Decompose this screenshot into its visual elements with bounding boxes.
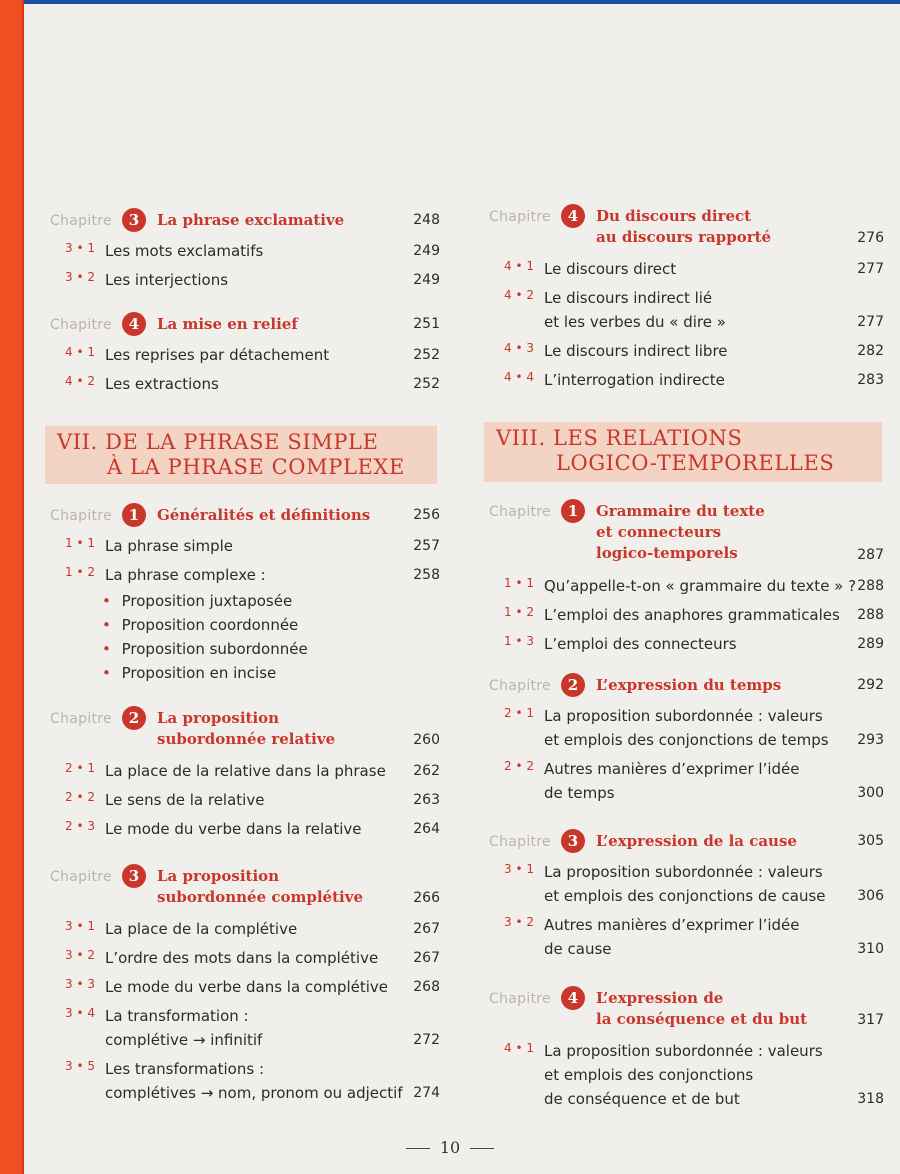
page-edge-line (22, 0, 24, 1174)
chapter-number-badge: 4 (561, 204, 585, 228)
toc-entry[interactable] (45, 759, 440, 783)
toc-entry[interactable] (484, 913, 884, 961)
chapter-number-badge: 4 (122, 312, 146, 336)
chapter-block (45, 503, 440, 685)
toc-entry[interactable] (45, 563, 440, 685)
chapter-page-number: 266 (413, 890, 440, 906)
entry-title (544, 913, 842, 961)
chapter-title[interactable] (157, 505, 370, 526)
chapter-number-badge: 3 (122, 864, 146, 888)
entry-title-line: La proposition subordonnée : valeurs (544, 863, 823, 881)
chapter-heading (484, 499, 884, 569)
page-footer (0, 1138, 900, 1157)
chapter-title-line: subordonnée complétive (157, 888, 363, 906)
chapter-title[interactable] (596, 206, 771, 248)
toc-entry[interactable] (484, 257, 884, 281)
entry-number: 3 • 2 (65, 270, 95, 284)
chapter-label: Chapitre (489, 504, 551, 520)
entry-title-line: Qu’appelle-t-on « grammaire du texte » ? (544, 577, 857, 595)
entry-title (544, 860, 842, 908)
entry-title-line: complétives → nom, pronom ou adjectif (105, 1084, 403, 1102)
bullet-item: • Proposition juxtaposée (102, 589, 440, 613)
entry-title-line: L’emploi des anaphores grammaticales (544, 606, 840, 624)
toc-entry[interactable] (45, 343, 440, 367)
chapter-label: Chapitre (50, 317, 112, 333)
chapter-block (45, 706, 440, 841)
footer-dash (406, 1148, 430, 1149)
entry-title (105, 817, 398, 841)
chapter-heading (484, 986, 884, 1034)
chapter-title-line: La phrase exclamative (157, 211, 345, 229)
chapter-page-number: 287 (857, 547, 884, 563)
bullet-item: • Proposition coordonnée (102, 613, 440, 637)
chapter-heading (45, 864, 440, 912)
chapter-block (45, 312, 440, 396)
chapter-heading (45, 503, 440, 529)
entry-title-line: Les interjections (105, 271, 229, 289)
entry-number: 2 • 2 (65, 790, 95, 804)
chapter-title[interactable] (157, 314, 298, 335)
entry-number: 1 • 1 (504, 576, 534, 590)
toc-entry[interactable] (45, 1057, 440, 1105)
part-heading-line: VIII. LES RELATIONS (496, 426, 743, 450)
part-heading-viii (484, 422, 882, 482)
chapter-title[interactable] (596, 675, 781, 696)
entry-title (105, 917, 398, 941)
entry-number: 4 • 3 (504, 341, 534, 355)
entry-title-line: La proposition subordonnée : valeurs (544, 707, 823, 725)
entry-number: 2 • 1 (504, 706, 534, 720)
entry-title-line: La transformation : (105, 1007, 249, 1025)
chapter-block (484, 986, 884, 1111)
entry-page-number: 293 (857, 732, 884, 748)
chapter-page-number: 248 (413, 212, 440, 228)
chapter-title-line: Du discours direct (596, 207, 752, 225)
chapter-label: Chapitre (489, 834, 551, 850)
chapter-number-badge: 2 (561, 673, 585, 697)
chapter-page-number: 260 (413, 732, 440, 748)
entry-number: 4 • 4 (504, 370, 534, 384)
entry-title (105, 343, 398, 367)
entry-number: 2 • 1 (65, 761, 95, 775)
entry-page-number: 283 (857, 372, 884, 388)
chapter-title-line: L’expression de (596, 989, 724, 1007)
chapter-label: Chapitre (50, 711, 112, 727)
toc-entry[interactable] (484, 704, 884, 752)
chapter-title-line: La mise en relief (157, 315, 298, 333)
entry-number: 4 • 1 (504, 259, 534, 273)
toc-entry[interactable] (484, 368, 884, 392)
entry-page-number: 274 (413, 1085, 440, 1101)
entry-number: 1 • 1 (65, 536, 95, 550)
toc-entry[interactable] (45, 372, 440, 396)
entry-title-line: et emplois des conjonctions de cause (544, 887, 826, 905)
entry-page-number: 249 (413, 272, 440, 288)
chapter-page-number: 317 (857, 1012, 884, 1028)
chapter-block (45, 208, 440, 292)
entry-page-number: 289 (857, 636, 884, 652)
chapter-number-badge: 4 (561, 986, 585, 1010)
part-heading-line: À LA PHRASE COMPLEXE (107, 455, 405, 479)
entry-title (544, 257, 842, 281)
entry-title-line: Les reprises par détachement (105, 346, 330, 364)
page-edge-stripe (0, 0, 22, 1174)
chapter-block (484, 673, 884, 805)
entry-page-number: 257 (413, 538, 440, 554)
entry-page-number: 267 (413, 921, 440, 937)
footer-dash (470, 1148, 494, 1149)
toc-entry[interactable] (45, 239, 440, 263)
chapter-label: Chapitre (489, 209, 551, 225)
entry-page-number: 288 (857, 607, 884, 623)
entry-number: 4 • 1 (65, 345, 95, 359)
entry-page-number: 282 (857, 343, 884, 359)
chapter-block (484, 204, 884, 392)
toc-entry[interactable] (484, 757, 884, 805)
chapter-label: Chapitre (50, 508, 112, 524)
entry-page-number: 277 (857, 314, 884, 330)
entry-title-line: et emplois des conjonctions (544, 1066, 754, 1084)
entry-number: 1 • 3 (504, 634, 534, 648)
part-heading-line: VII. DE LA PHRASE SIMPLE (57, 430, 379, 454)
entry-number: 1 • 2 (65, 565, 95, 579)
chapter-title-line: la conséquence et du but (596, 1010, 808, 1028)
bullet-item: • Proposition en incise (102, 661, 440, 685)
chapter-page-number: 305 (857, 833, 884, 849)
entry-title (544, 286, 842, 334)
entry-number: 3 • 4 (65, 1006, 95, 1020)
chapter-label: Chapitre (489, 991, 551, 1007)
part-heading-line: LOGICO-TEMPORELLES (556, 451, 835, 475)
toc-entry[interactable] (484, 339, 884, 363)
entry-title (544, 704, 842, 752)
chapter-title-line: Grammaire du texte (596, 502, 765, 520)
toc-entry[interactable] (45, 268, 440, 292)
toc-entry[interactable] (484, 574, 884, 598)
bullet-item: • Proposition subordonnée (102, 637, 440, 661)
entry-number: 4 • 2 (65, 374, 95, 388)
entry-page-number: 267 (413, 950, 440, 966)
entry-title (105, 946, 398, 970)
chapter-title-line: La proposition (157, 709, 280, 727)
chapter-label: Chapitre (50, 213, 112, 229)
bullet-list (102, 589, 440, 685)
entry-title-line: L’interrogation indirecte (544, 371, 725, 389)
entry-page-number: 249 (413, 243, 440, 259)
chapter-label: Chapitre (489, 678, 551, 694)
chapter-title[interactable] (596, 831, 797, 852)
entry-title (105, 975, 398, 999)
toc-entry[interactable] (45, 1004, 440, 1052)
entry-title (544, 339, 842, 363)
top-color-strip (0, 0, 900, 4)
entry-title-line: La phrase complexe : (105, 566, 266, 584)
entry-title-line: Les transformations : (105, 1060, 265, 1078)
chapter-number-badge: 2 (122, 706, 146, 730)
entry-title-line: complétive → infinitif (105, 1031, 263, 1049)
entry-page-number: 318 (857, 1091, 884, 1107)
chapter-page-number: 256 (413, 507, 440, 523)
chapter-block (484, 499, 884, 656)
entry-title-line: Le mode du verbe dans la complétive (105, 978, 389, 996)
entry-title-line: et emplois des conjonctions de temps (544, 731, 829, 749)
toc-entry[interactable] (45, 534, 440, 558)
entry-title-line: Le discours direct (544, 260, 677, 278)
toc-entry[interactable] (484, 603, 884, 627)
chapter-title-line: logico-temporels (596, 544, 738, 562)
entry-title-line: Les mots exclamatifs (105, 242, 264, 260)
chapter-page-number: 251 (413, 316, 440, 332)
entry-title (105, 563, 398, 587)
entry-title (544, 368, 842, 392)
chapter-number-badge: 3 (122, 208, 146, 232)
page-number: 10 (439, 1138, 461, 1157)
entry-title (105, 372, 398, 396)
toc-entry[interactable] (45, 817, 440, 841)
entry-title (105, 534, 398, 558)
entry-title-line: La place de la relative dans la phrase (105, 762, 386, 780)
chapter-title[interactable] (157, 708, 335, 750)
chapter-title-line: au discours rapporté (596, 228, 772, 246)
entry-title-line: Le mode du verbe dans la relative (105, 820, 362, 838)
toc-entry[interactable] (45, 975, 440, 999)
entry-title-line: Le discours indirect lié (544, 289, 713, 307)
chapter-title-line: L’expression du temps (596, 676, 782, 694)
chapter-heading (484, 673, 884, 699)
entry-title (105, 1004, 398, 1052)
chapter-title-line: La proposition (157, 867, 280, 885)
entry-title (544, 574, 857, 598)
entry-title (105, 788, 398, 812)
chapter-title[interactable] (157, 210, 344, 231)
entry-title-line: et les verbes du « dire » (544, 313, 726, 331)
entry-title (544, 1039, 842, 1111)
entry-title-line: de temps (544, 784, 615, 802)
entry-title-line: de conséquence et de but (544, 1090, 740, 1108)
chapter-title-line: L’expression de la cause (596, 832, 797, 850)
entry-title-line: L’emploi des connecteurs (544, 635, 737, 653)
chapter-title[interactable] (596, 988, 807, 1030)
entry-title (544, 603, 842, 627)
entry-number: 3 • 2 (65, 948, 95, 962)
chapter-block (45, 864, 440, 1105)
part-heading-vii (45, 426, 437, 484)
entry-page-number: 263 (413, 792, 440, 808)
entry-page-number: 277 (857, 261, 884, 277)
chapter-block (484, 829, 884, 961)
entry-page-number: 264 (413, 821, 440, 837)
entry-number: 2 • 3 (65, 819, 95, 833)
chapter-heading (45, 312, 440, 338)
entry-title-line: Le sens de la relative (105, 791, 265, 809)
entry-page-number: 300 (857, 785, 884, 801)
entry-number: 3 • 1 (65, 919, 95, 933)
chapter-label: Chapitre (50, 869, 112, 885)
toc-entry[interactable] (45, 946, 440, 970)
entry-number: 4 • 1 (504, 1041, 534, 1055)
entry-title (544, 757, 842, 805)
chapter-title-line: Généralités et définitions (157, 506, 371, 524)
chapter-heading (484, 829, 884, 855)
entry-title-line: La proposition subordonnée : valeurs (544, 1042, 823, 1060)
entry-title-line: Les extractions (105, 375, 219, 393)
entry-title-line: La place de la complétive (105, 920, 298, 938)
toc-entry[interactable] (484, 632, 884, 656)
chapter-page-number: 276 (857, 230, 884, 246)
chapter-number-badge: 1 (122, 503, 146, 527)
entry-title (105, 759, 398, 783)
entry-title (544, 632, 842, 656)
chapter-page-number: 292 (857, 677, 884, 693)
entry-page-number: 272 (413, 1032, 440, 1048)
entry-number: 3 • 3 (65, 977, 95, 991)
toc-entry[interactable] (484, 1039, 884, 1111)
toc-entry[interactable] (484, 286, 884, 334)
chapter-title-line: subordonnée relative (157, 730, 336, 748)
entry-page-number: 268 (413, 979, 440, 995)
toc-entry[interactable] (484, 860, 884, 908)
chapter-number-badge: 1 (561, 499, 585, 523)
entry-title-line: Le discours indirect libre (544, 342, 728, 360)
entry-page-number: 310 (857, 941, 884, 957)
chapter-number-badge: 3 (561, 829, 585, 853)
entry-title-line: Autres manières d’exprimer l’idée (544, 760, 800, 778)
entry-title-line: La phrase simple (105, 537, 234, 555)
entry-number: 1 • 2 (504, 605, 534, 619)
chapter-title[interactable] (157, 866, 363, 908)
entry-title (105, 1057, 403, 1105)
entry-title (105, 239, 398, 263)
entry-page-number: 252 (413, 376, 440, 392)
toc-entry[interactable] (45, 788, 440, 812)
entry-title-line: Autres manières d’exprimer l’idée (544, 916, 800, 934)
entry-page-number: 306 (857, 888, 884, 904)
entry-page-number: 252 (413, 347, 440, 363)
chapter-heading (484, 204, 884, 252)
entry-page-number: 258 (413, 567, 440, 583)
entry-page-number: 262 (413, 763, 440, 779)
chapter-heading (45, 208, 440, 234)
entry-number: 3 • 2 (504, 915, 534, 929)
chapter-heading (45, 706, 440, 754)
entry-title-line: L’ordre des mots dans la complétive (105, 949, 379, 967)
chapter-title[interactable] (596, 501, 765, 564)
entry-title (105, 268, 398, 292)
entry-title-line: de cause (544, 940, 612, 958)
entry-number: 3 • 1 (504, 862, 534, 876)
entry-number: 3 • 5 (65, 1059, 95, 1073)
chapter-title-line: et connecteurs (596, 523, 722, 541)
entry-page-number: 288 (857, 578, 884, 594)
entry-number: 4 • 2 (504, 288, 534, 302)
entry-number: 2 • 2 (504, 759, 534, 773)
toc-entry[interactable] (45, 917, 440, 941)
entry-number: 3 • 1 (65, 241, 95, 255)
